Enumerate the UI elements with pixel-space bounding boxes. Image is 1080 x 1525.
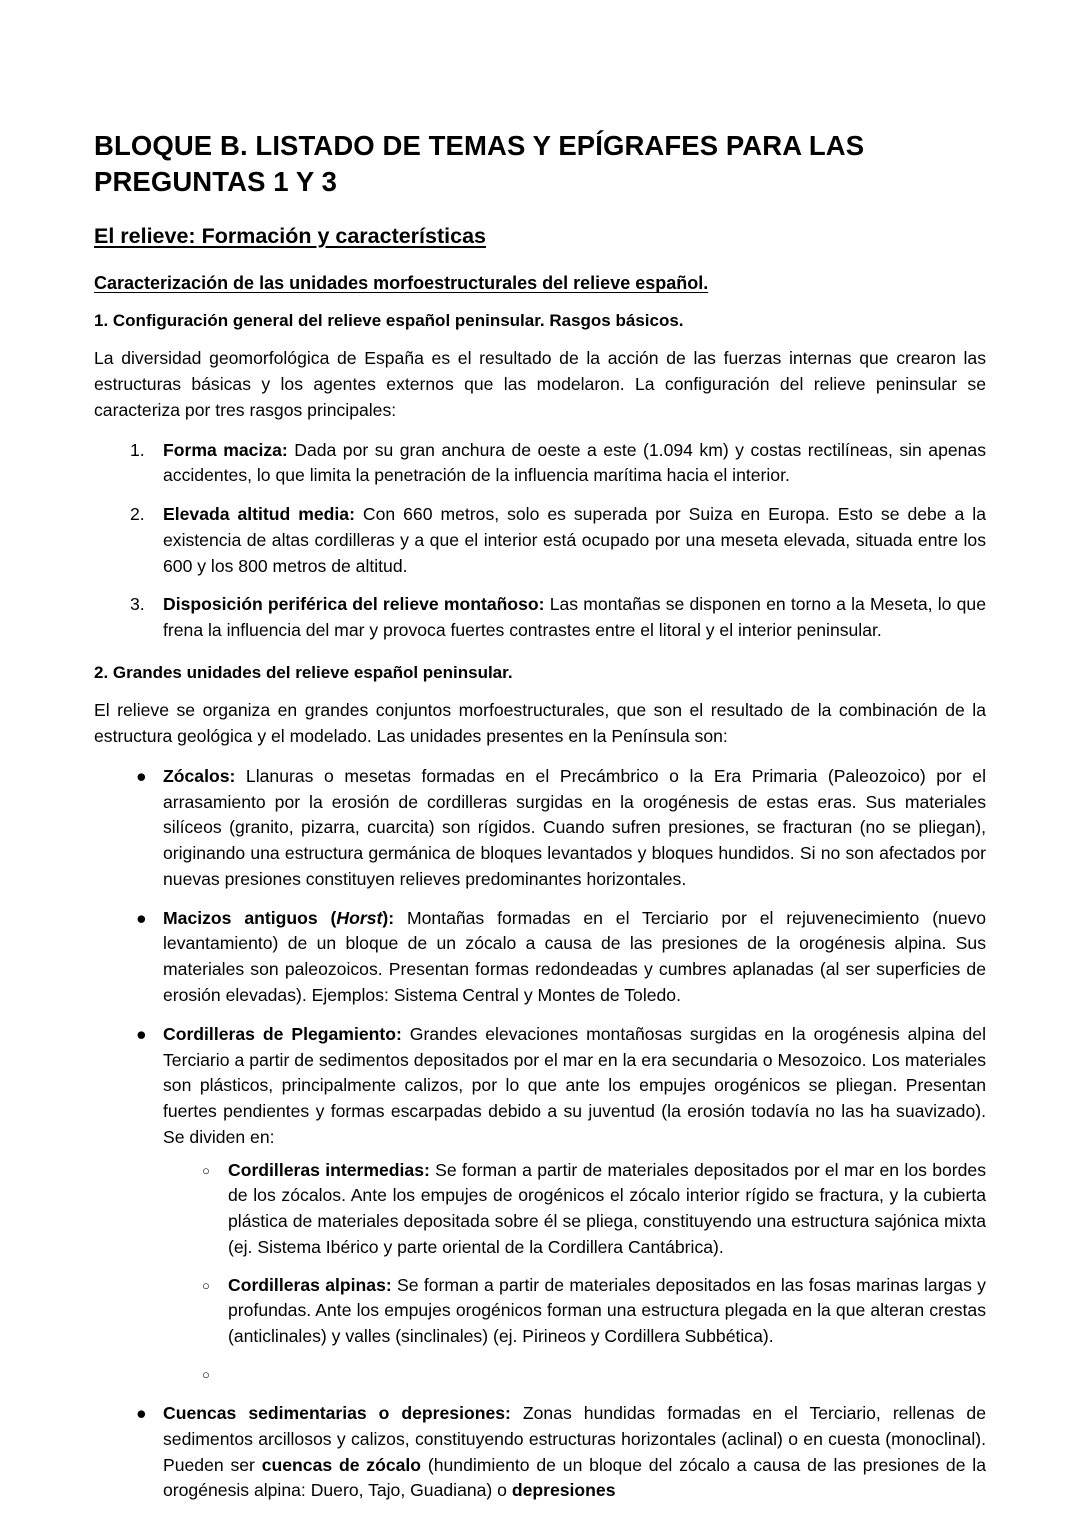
section-1-intro-paragraph: La diversidad geomorfológica de España es el resultado de la acción de las fuerzas internas que crearon las estructuras básicas y los agentes externos que las modelaron. La configuración del relieve peninsular se caracteriza por tres rasgos principales:	[94, 348, 986, 420]
hollow-bullet-icon: ○	[202, 1162, 210, 1178]
list-item-term-prefix: Macizos antiguos (	[163, 907, 337, 928]
list-item-text: Con 660 metros, solo es superada por Suiza en Europa. Esto se debe a la existencia de altas cordilleras y a que el interior está ocupado por una meseta elevada, situada entre los 600 y los 800 metros de altitud.	[163, 504, 987, 576]
list-item-text-part1: Zonas hundidas formadas en el Terciario, rellenas de sedimentos arcillosos y calizos, constituyendo estructuras horizontales (aclinal) o en cuesta (monoclinal). Pueden ser	[163, 1402, 986, 1475]
section-1-numbered-list	[94, 438, 986, 644]
list-item-term: Zócalos:	[163, 765, 236, 786]
list-item	[94, 592, 986, 644]
list-marker: 3.	[130, 594, 145, 615]
list-item-term-italic: Horst	[336, 907, 383, 928]
section-2-bullet-list	[94, 764, 986, 1504]
cordilleras-sub-list	[163, 1158, 986, 1388]
sub-list-item-term: Cordilleras intermedias:	[228, 1159, 430, 1180]
list-item-term: Elevada altitud media:	[163, 504, 355, 525]
sub-list-item-text: Se forman a partir de materiales depositados en las fosas marinas largas y profundas. Ante los empujes orogénicos forman una estructura plegada en la que alteran crestas (anticlinales) y valles (sinclinales) (ej. Pirineos y Cordillera Subbética).	[228, 1274, 986, 1347]
list-item	[94, 502, 986, 579]
list-item	[94, 1401, 986, 1504]
bullet-icon: ●	[136, 1402, 147, 1423]
sub-heading: Caracterización de las unidades morfoestructurales del relieve español.	[94, 273, 709, 294]
list-item-term: Disposición periférica del relieve montañoso:	[163, 594, 545, 615]
bullet-icon: ●	[136, 765, 147, 786]
list-item-term: Cuencas sedimentarias o depresiones:	[163, 1402, 511, 1423]
list-item-text-part2: (hundimiento de un bloque del zócalo a causa de las presiones de la orogénesis alpina: Duero, Tajo, Guadiana) o	[163, 1454, 986, 1501]
list-item	[94, 1022, 986, 1388]
list-item-text: Grandes elevaciones montañosas surgidas en la orogénesis alpina del Terciario a partir de sedimentos depositados por el mar en la era secundaria o Mesozoico. Los materiales son plásticos, principalmente calizos, por lo que ante los empujes orogénicos se pliegan. Presentan fuertes pendientes y formas escarpadas debido a su juventud (la erosión todavía no las ha suavizado). Se dividen en:	[163, 1023, 986, 1147]
list-item	[94, 906, 986, 1009]
bullet-icon: ●	[136, 1023, 147, 1044]
section-2-heading: 2. Grandes unidades del relieve español peninsular.	[94, 662, 513, 682]
sub-list-item	[163, 1158, 986, 1261]
list-item-bold-inline-2: depresiones	[511, 1480, 616, 1501]
list-item-term: Cordilleras de Plegamiento:	[163, 1023, 402, 1044]
section-2-intro-paragraph: El relieve se organiza en grandes conjuntos morfoestructurales, que son el resultado de la combinación de la estructura geológica y el modelado. Las unidades presentes en la Península son:	[94, 700, 986, 747]
hollow-bullet-icon: ○	[202, 1277, 210, 1293]
list-item-text: Montañas formadas en el Terciario por el rejuvenecimiento (nuevo levantamiento) de un bloque de un zócalo a causa de las presiones de la orogénesis alpina. Sus materiales son paleozoicos. Presentan formas redondeadas y cumbres aplanadas (al ser superficies de erosión elevadas). Ejemplos: Sistema Central y Montes de Toledo.	[163, 907, 986, 1006]
list-marker: 2.	[130, 504, 145, 525]
section-1-heading: 1. Configuración general del relieve español peninsular. Rasgos básicos.	[94, 310, 684, 330]
sub-list-item	[163, 1273, 986, 1350]
list-item-text: Llanuras o mesetas formadas en el Precámbrico o la Era Primaria (Paleozoico) por el arrasamiento por la erosión de cordilleras surgidas en la orogénesis de estas eras. Sus materiales silíceos (granito, pizarra, cuarcita) son rígidos. Cuando sufren presiones, se fracturan (no se pliegan), originando una estructura germánica de bloques levantados y bloques hundidos. Si no son afectados por nuevas presiones constituyen relieves predominantes horizontales.	[163, 765, 986, 889]
list-item-text: Dada por su gran anchura de oeste a este (1.094 km) y costas rectilíneas, sin apenas accidentes, lo que limita la penetración de la influencia marítima hacia el interior.	[163, 439, 986, 486]
list-marker: 1.	[130, 439, 145, 460]
sub-list-item-empty	[163, 1362, 986, 1388]
section-heading: El relieve: Formación y características	[94, 223, 486, 248]
list-item-term-suffix: ):	[382, 907, 395, 928]
sub-list-item-text: Se forman a partir de materiales depositados por el mar en los bordes de los zócalos. Ante los empujes de orogénicos el zócalo interior rígido se fractura, y la cubierta plástica de materiales depositada sobre él se pliega, constituyendo una estructura sajónica mixta (ej. Sistema Ibérico y parte oriental de la Cordillera Cantábrica).	[228, 1159, 987, 1257]
page-title: BLOQUE B. LISTADO DE TEMAS Y EPÍGRAFES PARA LAS PREGUNTAS 1 Y 3	[94, 130, 865, 197]
hollow-bullet-icon: ○	[202, 1366, 210, 1382]
list-item	[94, 438, 986, 490]
bullet-icon: ●	[136, 907, 147, 928]
document-content	[94, 128, 986, 1504]
list-item	[94, 764, 986, 893]
list-item-bold-inline-1: cuencas de zócalo	[261, 1454, 422, 1475]
list-item-term: Forma maciza:	[163, 439, 288, 460]
list-item-text: Las montañas se disponen en torno a la Meseta, lo que frena la influencia del mar y provoca fuertes contrastes entre el litoral y el interior peninsular.	[163, 594, 986, 641]
sub-list-item-term: Cordilleras alpinas:	[228, 1274, 392, 1295]
